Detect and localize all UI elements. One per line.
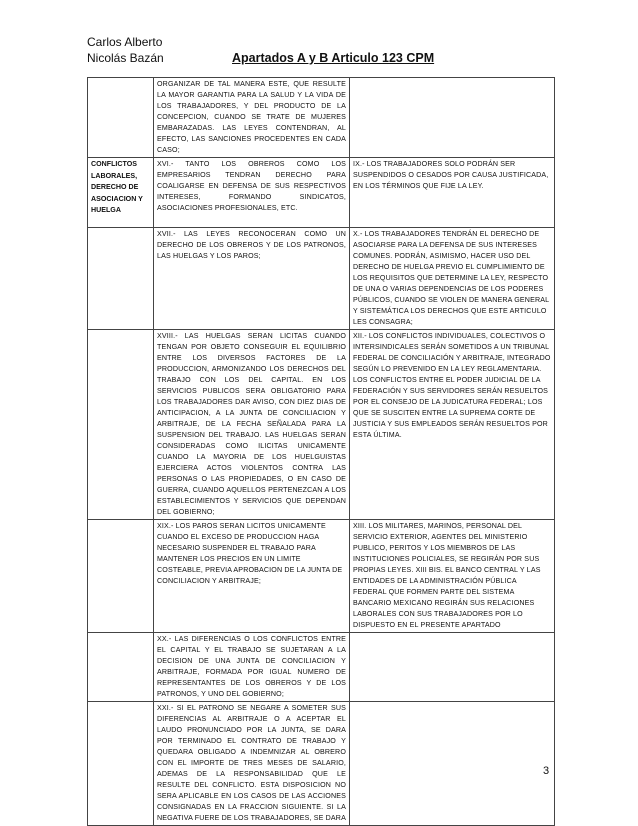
apartado-a-cell: ORGANIZAR DE TAL MANERA ESTE, QUE RESULTE LA MAYOR GARANTIA PARA LA SALUD Y LA VIDA DE LOS TRABAJADORES, Y DEL PRODUCTO DE LA CONCEPCION, CUANDO SE TRATE DE MUJERES EMBARAZADAS. LAS LEYES CONTENDRAN, AL EFECTO, LAS SANCIONES PROCEDENTES EN CADA CASO; <box>154 78 350 158</box>
author-line-1: Carlos Alberto <box>87 35 163 49</box>
apartado-b-cell: XIII. LOS MILITARES, MARINOS, PERSONAL DEL SERVICIO EXTERIOR, AGENTES DEL MINISTERIO PUBLICO, PERITOS Y LOS MIEMBROS DE LAS INSTITUCIONES POLICIALES, SE REGIRÁN POR SUS PROPIAS LEYES. XIII BIS. EL BANCO CENTRAL Y LAS ENTIDADES DE LA ADMINISTRACIÓN PÚBLICA FEDERAL QUE FORMEN PARTE DEL SISTEMA BANCARIO MEXICANO REGIRÁN SUS RELACIONES LABORALES CON SUS TRABAJADORES POR LO DISPUESTO EN EL PRESENTE APARTADO <box>350 520 555 633</box>
row-label <box>88 228 154 330</box>
row-label <box>88 702 154 826</box>
row-label: CONFLICTOS LABORALES, DERECHO DE ASOCIACION Y HUELGA <box>88 158 154 228</box>
apartado-a-cell: XIX.- LOS PAROS SERAN LICITOS UNICAMENTE CUANDO EL EXCESO DE PRODUCCION HAGA NECESARIO SUSPENDER EL TRABAJO PARA MANTENER LOS PRECIOS EN UN LIMITE COSTEABLE, PREVIA APROBACION DE LA JUNTA DE CONCILIACION Y ARBITRAJE; <box>154 520 350 633</box>
apartado-b-cell <box>350 702 555 826</box>
row-label <box>88 520 154 633</box>
table-row <box>88 330 555 520</box>
table-row <box>88 228 555 330</box>
table-row <box>88 520 555 633</box>
apartado-a-cell: XVII.- LAS LEYES RECONOCERAN COMO UN DERECHO DE LOS OBREROS Y DE LOS PATRONOS, LAS HUELGAS Y LOS PAROS; <box>154 228 350 330</box>
apartado-b-cell: IX.- LOS TRABAJADORES SOLO PODRÁN SER SUSPENDIDOS O CESADOS POR CAUSA JUSTIFICADA, EN LOS TÉRMINOS QUE FIJE LA LEY. <box>350 158 555 228</box>
row-label <box>88 330 154 520</box>
apartado-a-cell: XX.- LAS DIFERENCIAS O LOS CONFLICTOS ENTRE EL CAPITAL Y EL TRABAJO SE SUJETARAN A LA DECISION DE UNA JUNTA DE CONCILIACION Y ARBITRAJE, FORMADA POR IGUAL NUMERO DE REPRESENTANTES DE LOS OBREROS Y DE LOS PATRONOS, Y UNO DEL GOBIERNO; <box>154 633 350 702</box>
apartado-a-cell: XXI.- SI EL PATRONO SE NEGARE A SOMETER SUS DIFERENCIAS AL ARBITRAJE O A ACEPTAR EL LAUDO PRONUNCIADO POR LA JUNTA, SE DARA POR TERMINADO EL CONTRATO DE TRABAJO Y QUEDARA OBLIGADO A INDEMNIZAR AL OBRERO CON EL IMPORTE DE TRES MESES DE SALARIO, ADEMAS DE LA RESPONSABILIDAD QUE LE RESULTE DEL CONFLICTO. ESTA DISPOSICION NO SERA APLICABLE EN LOS CASOS DE LAS ACCIONES CONSIGNADAS EN LA FRACCION SIGUIENTE. SI LA NEGATIVA FUERE DE LOS TRABAJADORES, SE DARA <box>154 702 350 826</box>
row-label <box>88 78 154 158</box>
page-number: 3 <box>543 765 550 777</box>
apartado-a-cell: XVI.- TANTO LOS OBREROS COMO LOS EMPRESARIOS TENDRAN DERECHO PARA COALIGARSE EN DEFENSA DE SUS RESPECTIVOS INTERESES, FORMANDO SINDICATOS, ASOCIACIONES PROFESIONALES, ETC. <box>154 158 350 228</box>
apartado-a-cell: XVIII.- LAS HUELGAS SERAN LICITAS CUANDO TENGAN POR OBJETO CONSEGUIR EL EQUILIBRIO ENTRE LOS DIVERSOS FACTORES DE LA PRODUCCION, ARMONIZANDO LOS DERECHOS DEL TRABAJO CON LOS DEL CAPITAL. EN LOS SERVICIOS PUBLICOS SERA OBLIGATORIO PARA LOS TRABAJADORES DAR AVISO, CON DIEZ DIAS DE ANTICIPACION, A LA JUNTA DE CONCILIACION Y ARBITRAJE, DE LA FECHA SEÑALADA PARA LA SUSPENSION DEL TRABAJO. LAS HUELGAS SERAN CONSIDERADAS COMO ILICITAS UNICAMENTE CUANDO LA MAYORIA DE LOS HUELGUISTAS EJERCIERA ACTOS VIOLENTOS CONTRA LAS PERSONAS O LAS PROPIEDADES, O EN CASO DE GUERRA, CUANDO AQUELLOS PERTENEZCAN A LOS ESTABLECIMIENTOS Y SERVICIOS QUE DEPENDAN DEL GOBIERNO; <box>154 330 350 520</box>
author-name <box>87 34 164 66</box>
apartado-b-cell <box>350 78 555 158</box>
table-row <box>88 78 555 158</box>
row-label <box>88 633 154 702</box>
apartado-b-cell: XII.- LOS CONFLICTOS INDIVIDUALES, COLECTIVOS O INTERSINDICALES SERÁN SOMETIDOS A UN TRIBUNAL FEDERAL DE CONCILIACIÓN Y ARBITRAJE, INTEGRADO SEGÚN LO PREVENIDO EN LA LEY REGLAMENTARIA. LOS CONFLICTOS ENTRE EL PODER JUDICIAL DE LA FEDERACIÓN Y SUS SERVIDORES SERÁN RESUELTOS POR EL CONSEJO DE LA JUDICATURA FEDERAL; LOS QUE SE SUSCITEN ENTRE LA SUPREMA CORTE DE JUSTICIA Y SUS EMPLEADOS SERÁN RESUELTOS POR ESTA ÚLTIMA. <box>350 330 555 520</box>
table-row <box>88 633 555 702</box>
comparison-table <box>87 77 555 826</box>
author-line-2: Nicolás Bazán <box>87 51 164 65</box>
apartado-b-cell <box>350 633 555 702</box>
document-title: Apartados A y B Articulo 123 CPM <box>232 51 435 65</box>
apartado-b-cell: X.- LOS TRABAJADORES TENDRÁN EL DERECHO DE ASOCIARSE PARA LA DEFENSA DE SUS INTERESES COMUNES. PODRÁN, ASIMISMO, HACER USO DEL DERECHO DE HUELGA PREVIO EL CUMPLIMIENTO DE LOS REQUISITOS QUE DETERMINE LA LEY, RESPECTO DE UNA O VARIAS DEPENDENCIAS DE LOS PODERES PÚBLICOS, CUANDO SE VIOLEN DE MANERA GENERAL Y SISTEMÁTICA LOS DERECHOS QUE ESTE ARTICULO LES CONSAGRA; <box>350 228 555 330</box>
table-row <box>88 702 555 826</box>
table-row <box>88 158 555 228</box>
